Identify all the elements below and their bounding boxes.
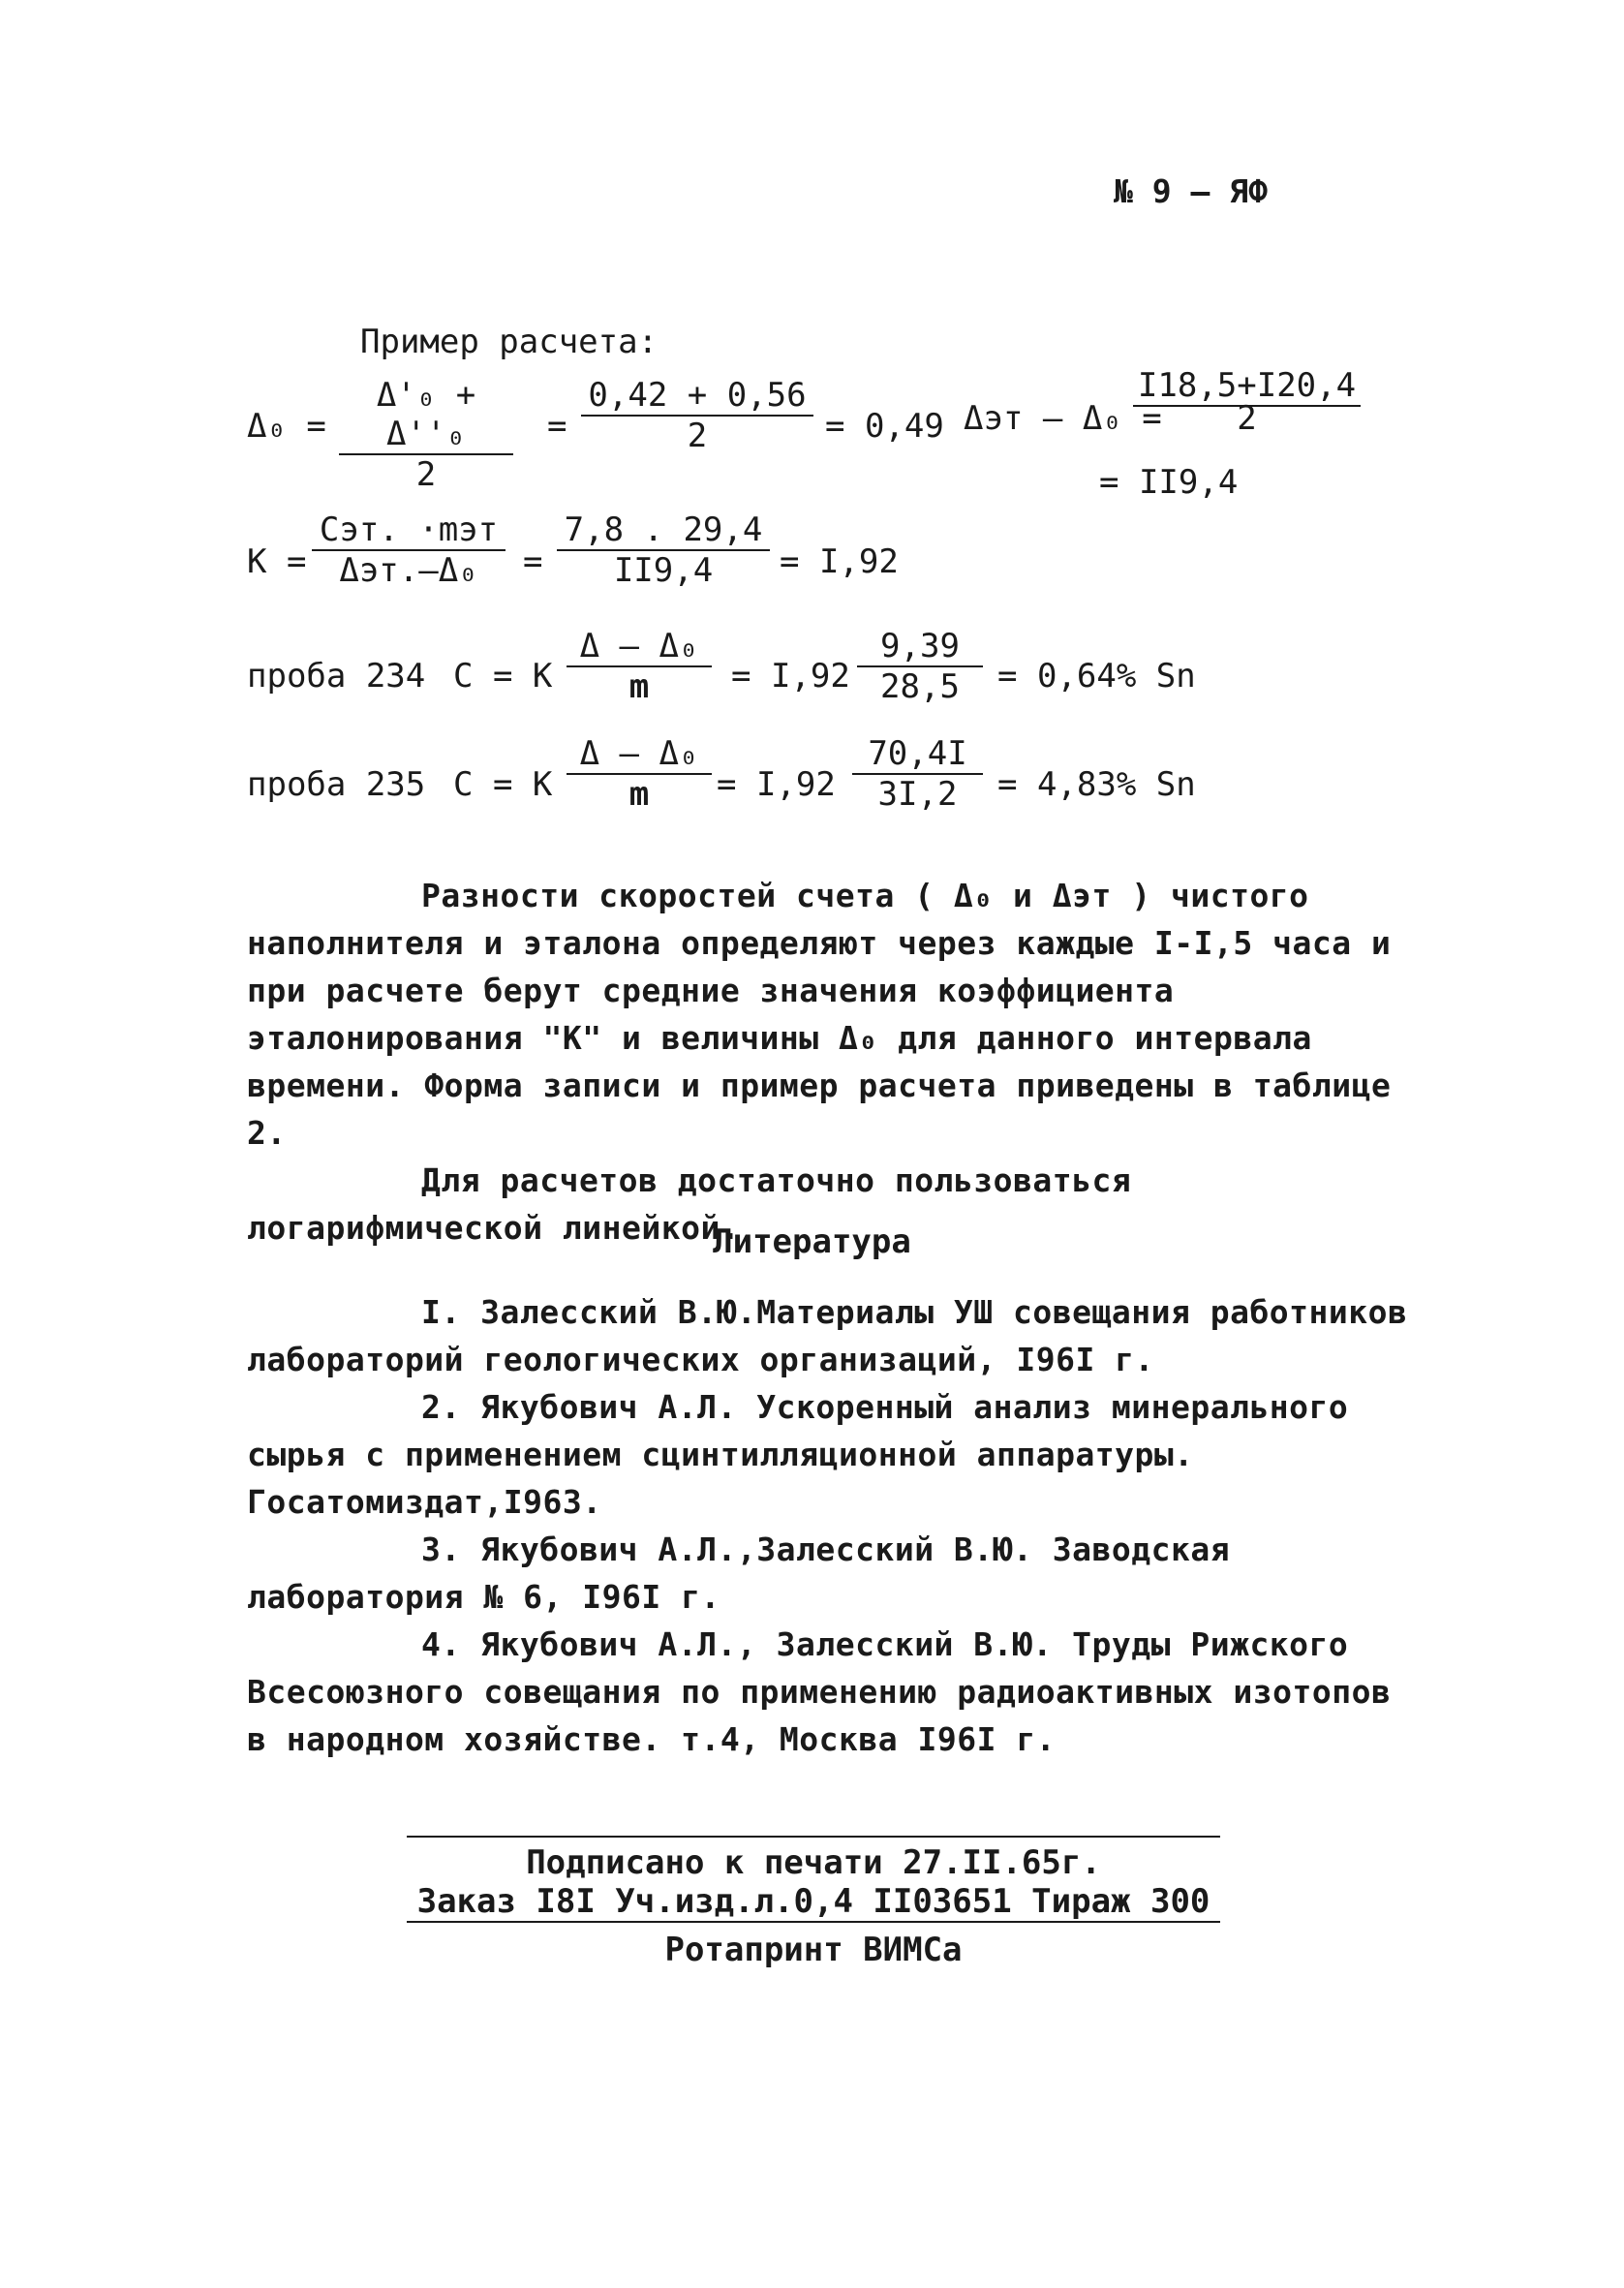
imprint-order: Заказ I8I Уч.изд.л.0,4 II03651 Тираж 300: [416, 1882, 1210, 1921]
sample-234-label: проба 234: [247, 657, 426, 696]
sample-235-frac1-den: m: [628, 775, 650, 814]
sample-235-lhs: C = K: [453, 765, 553, 804]
sample-235-label: проба 235: [247, 765, 426, 804]
imprint-printer: Ротапринт ВИМСа: [664, 1931, 963, 1969]
k-result: = I,92: [780, 542, 899, 581]
paragraph: Разности скоростей счета ( Δ₀ и Δэт ) чистого наполнителя и эталона определяют через каждые I-I,5 часа и при расчете берут средние значения коэффициента эталонирования "К" и величины Δ₀ для данного интервала времени. Форма записи и пример расчета приведены в таблице 2.: [247, 877, 1392, 1152]
k-frac2-den: II9,4: [613, 551, 714, 590]
sample-234-frac2-den: 28,5: [880, 667, 960, 706]
k-frac1-den: Δэт.–Δ₀: [339, 551, 478, 590]
imprint: [407, 1836, 1220, 1969]
imprint-signed: Подписано к печати 27.II.65г.: [526, 1843, 1101, 1882]
delta0-lhs: Δ₀ =: [247, 407, 326, 446]
literature-item: 3. Якубович А.Л.,Залесский В.Ю. Заводская лаборатория № 6, I96I г.: [247, 1530, 1231, 1616]
delta0-frac2-num: 0,42 + 0,56: [588, 376, 807, 415]
delta-et-result: = II9,4: [1099, 463, 1239, 502]
sample-234-lhs: C = K: [453, 657, 553, 696]
sample-235-frac1-num: Δ – Δ₀: [579, 734, 699, 773]
sample-234-frac1-den: m: [628, 667, 650, 706]
delta0-fraction-1: [339, 376, 513, 494]
k-fraction-2: [557, 510, 770, 590]
body-text: [247, 872, 1409, 1252]
example-title: Пример расчета:: [360, 323, 659, 361]
k-lhs: K =: [247, 542, 307, 581]
sample-235-frac2-num: 70,4I: [868, 734, 967, 773]
sample-234-fraction-1: [567, 627, 712, 706]
sample-235-mid: = I,92: [717, 765, 836, 804]
delta-et-fraction: [1133, 366, 1361, 438]
literature-title: Литература: [713, 1222, 911, 1261]
delta0-eq2: =: [547, 407, 567, 446]
k-eq2: =: [523, 542, 543, 581]
delta-et-den: 2: [1237, 399, 1257, 438]
sample-235-fraction-1: [567, 734, 712, 814]
literature-item: 4. Якубович А.Л., Залесский В.Ю. Труды Рижского Всесоюзного совещания по применению радиоактивных изотопов в народном хозяйстве. т.4, Москва I96I г.: [247, 1625, 1392, 1758]
sample-234-frac1-num: Δ – Δ₀: [579, 627, 699, 665]
k-fraction-1: [312, 510, 506, 590]
sample-234-frac2-num: 9,39: [880, 627, 960, 665]
delta0-result: = 0,49: [825, 407, 944, 446]
k-frac1-num: Cэт. ·mэт: [319, 510, 499, 549]
sample-235-result: = 4,83% Sn: [997, 765, 1196, 804]
literature-list: [247, 1288, 1409, 1763]
paragraph: Для расчетов достаточно пользоваться логарифмической линейкой.: [247, 1161, 1132, 1247]
sample-235-frac2-den: 3I,2: [877, 775, 958, 814]
delta0-frac1-num: Δ'₀ + Δ''₀: [376, 376, 476, 453]
sample-234-mid: = I,92: [731, 657, 850, 696]
delta0-frac1-den: 2: [415, 455, 437, 494]
imprint-top-rule: [407, 1836, 1220, 1838]
sample-234-result: = 0,64% Sn: [997, 657, 1196, 696]
imprint-bottom-rule: [407, 1921, 1220, 1923]
doc-number: № 9 – ЯФ: [1114, 172, 1268, 210]
sample-234-fraction-2: [857, 627, 983, 706]
delta0-frac2-den: 2: [687, 417, 708, 455]
delta0-fraction-2: [581, 376, 813, 455]
delta-et-lhs: Δэт – Δ₀ =: [964, 399, 1162, 438]
sample-235-fraction-2: [852, 734, 983, 814]
literature-item: I. Залесский В.Ю.Материалы УШ совещания работников лабораторий геологических организаций, I96I г.: [247, 1293, 1408, 1378]
delta-et-num: I18,5+I20,4: [1137, 366, 1357, 405]
literature-item: 2. Якубович А.Л. Ускоренный анализ минерального сырья с применением сцинтилляционной аппаратуры. Госатомиздат,I963.: [247, 1388, 1349, 1521]
k-frac2-num: 7,8 . 29,4: [564, 510, 763, 549]
